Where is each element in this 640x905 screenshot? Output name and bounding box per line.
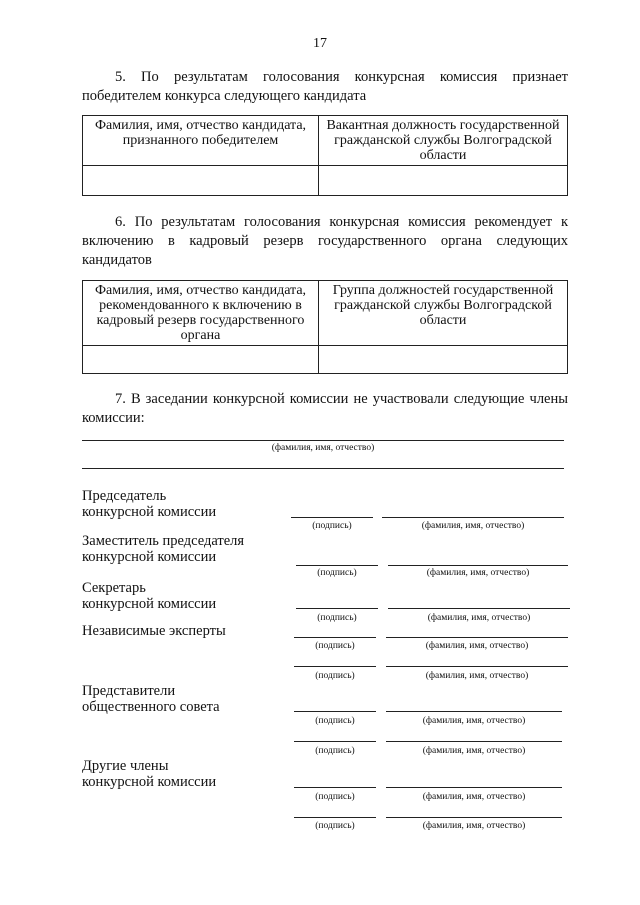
winner-table-col1-header: Фамилия, имя, отчество кандидата, признанного победителем: [83, 116, 319, 166]
chairman-signature-line[interactable]: [291, 517, 373, 518]
council-1-signature-line[interactable]: [294, 711, 376, 712]
role-public-council: [82, 683, 220, 715]
secretary-signature-line[interactable]: [296, 608, 378, 609]
deputy-name-caption: (фамилия, имя, отчество): [426, 568, 530, 578]
role-chairman-label: Председатель конкурсной комиссии: [82, 488, 217, 520]
absent-members-line-2[interactable]: [82, 468, 564, 469]
expert-2-signature-caption: (подпись): [315, 671, 355, 681]
expert-2-name-caption: (фамилия, имя, отчество): [425, 671, 529, 681]
section-5-text: 5. По результатам голосования конкурсная комиссия признает победителем конкурса следующего кандидата: [82, 69, 568, 104]
other-1-signature-caption: (подпись): [315, 792, 355, 802]
council-2-name-caption: (фамилия, имя, отчество): [422, 746, 526, 756]
section-5-paragraph: [82, 68, 568, 106]
role-deputy-label: Заместитель председателя конкурсной комиссии: [82, 533, 245, 565]
council-1-name-line[interactable]: [386, 711, 562, 712]
role-public-council-label: Представители общественного совета: [82, 683, 220, 715]
role-experts: [82, 623, 226, 639]
council-1-name-caption: (фамилия, имя, отчество): [422, 716, 526, 726]
deputy-signature-line[interactable]: [296, 565, 378, 566]
section-6-text: 6. По результатам голосования конкурсная комиссия рекомендует к включению в кадровый резерв государственного органа следующих кандидатов: [82, 214, 568, 268]
section-6-paragraph: [82, 213, 568, 270]
chairman-signature-caption: (подпись): [312, 521, 352, 531]
other-2-name-line[interactable]: [386, 817, 562, 818]
role-other-members: [82, 758, 216, 790]
section-7-text: 7. В заседании конкурсной комиссии не участвовали следующие члены комиссии:: [82, 391, 568, 426]
council-1-signature-caption: (подпись): [315, 716, 355, 726]
section-7-paragraph: [82, 390, 568, 428]
winner-table: [82, 115, 568, 196]
chairman-name-line[interactable]: [382, 517, 564, 518]
role-other-members-label: Другие члены конкурсной комиссии: [82, 758, 217, 790]
role-deputy: [82, 533, 244, 565]
page-number: 17: [313, 36, 327, 51]
expert-1-name-line[interactable]: [386, 637, 568, 638]
winner-position-cell[interactable]: [319, 166, 568, 196]
deputy-name-line[interactable]: [388, 565, 568, 566]
reserve-table: [82, 280, 568, 374]
secretary-name-caption: (фамилия, имя, отчество): [427, 613, 531, 623]
other-2-name-caption: (фамилия, имя, отчество): [422, 821, 526, 831]
council-2-signature-line[interactable]: [294, 741, 376, 742]
winner-table-col2-header: Вакантная должность государственной гражданской службы Волгоградской области: [319, 116, 568, 166]
expert-1-signature-caption: (подпись): [315, 641, 355, 651]
reserve-table-col2-header: Группа должностей государственной гражданской службы Волгоградской области: [319, 281, 568, 346]
other-1-name-caption: (фамилия, имя, отчество): [422, 792, 526, 802]
role-secretary-label: Секретарь конкурсной комиссии: [82, 580, 217, 612]
winner-name-cell[interactable]: [83, 166, 319, 196]
other-1-signature-line[interactable]: [294, 787, 376, 788]
role-experts-label: Независимые эксперты: [82, 623, 226, 639]
council-2-signature-caption: (подпись): [315, 746, 355, 756]
absent-members-line-1[interactable]: [82, 440, 564, 441]
other-2-signature-caption: (подпись): [315, 821, 355, 831]
expert-1-name-caption: (фамилия, имя, отчество): [425, 641, 529, 651]
deputy-signature-caption: (подпись): [317, 568, 357, 578]
other-2-signature-line[interactable]: [294, 817, 376, 818]
role-chairman: [82, 488, 216, 520]
chairman-name-caption: (фамилия, имя, отчество): [421, 521, 525, 531]
absent-members-caption: (фамилия, имя, отчество): [271, 443, 375, 453]
reserve-table-col1-header: Фамилия, имя, отчество кандидата, рекомендованного к включению в кадровый резерв государственного органа: [83, 281, 319, 346]
role-secretary: [82, 580, 216, 612]
reserve-name-cell[interactable]: [83, 346, 319, 374]
reserve-group-cell[interactable]: [319, 346, 568, 374]
expert-2-signature-line[interactable]: [294, 666, 376, 667]
secretary-signature-caption: (подпись): [317, 613, 357, 623]
expert-2-name-line[interactable]: [386, 666, 568, 667]
secretary-name-line[interactable]: [388, 608, 570, 609]
other-1-name-line[interactable]: [386, 787, 562, 788]
expert-1-signature-line[interactable]: [294, 637, 376, 638]
council-2-name-line[interactable]: [386, 741, 562, 742]
